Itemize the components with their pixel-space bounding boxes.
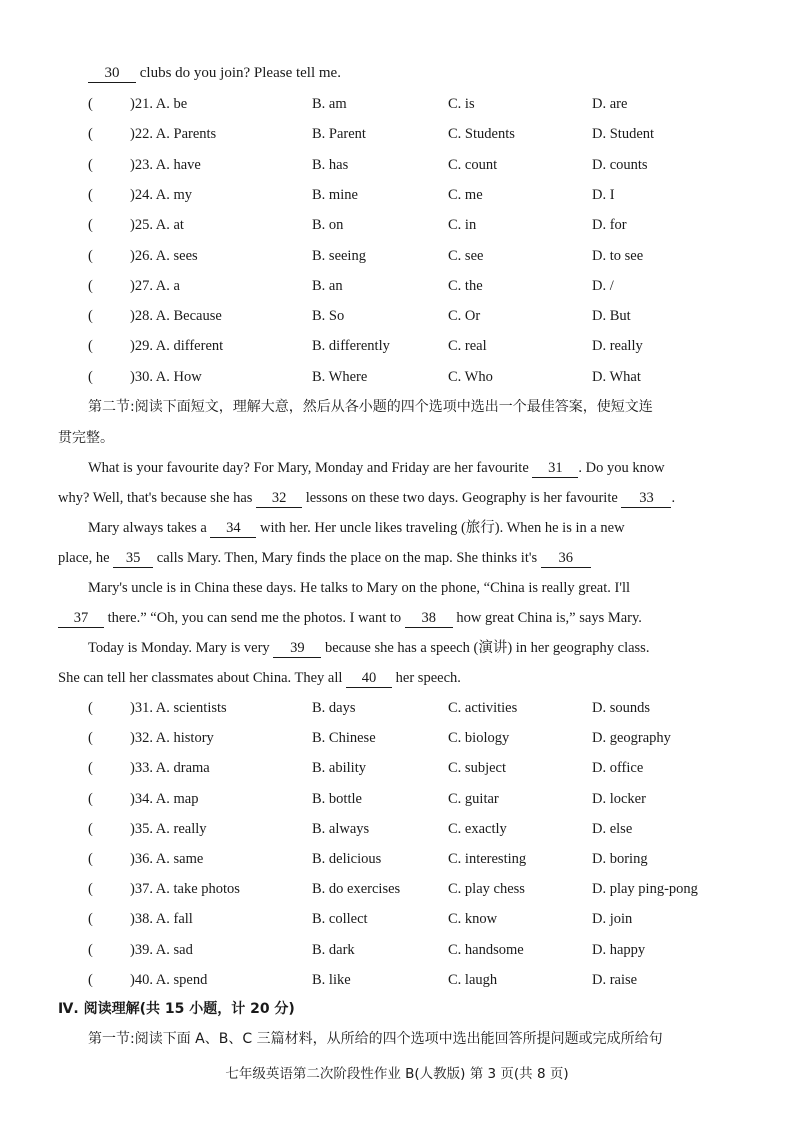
option-c: C. Or (448, 308, 481, 325)
option-d: D. play ping-pong (592, 881, 698, 898)
option-a: )33. A. drama (130, 760, 210, 777)
option-a: )30. A. How (130, 368, 202, 385)
question-row (0, 848, 794, 870)
option-c: C. guitar (448, 790, 499, 807)
option-d: D. counts (592, 156, 648, 173)
option-a: )37. A. take photos (130, 881, 240, 898)
option-a: )23. A. have (130, 156, 201, 173)
question-row (0, 878, 794, 900)
option-c: C. subject (448, 760, 506, 777)
option-d: D. boring (592, 851, 648, 867)
answer-paren[interactable]: ( (88, 277, 93, 294)
passage-text: how great China is,” says Mary. (456, 610, 642, 626)
answer-paren[interactable]: ( (88, 941, 93, 958)
question-row (0, 275, 794, 297)
question-row (0, 818, 794, 840)
question-row (0, 154, 794, 176)
answer-paren[interactable]: ( (88, 126, 93, 143)
answer-paren[interactable]: ( (88, 338, 93, 355)
question-row (0, 93, 794, 115)
answer-paren[interactable]: ( (88, 820, 93, 837)
option-b: B. Where (312, 368, 368, 385)
option-b: B. So (312, 308, 345, 325)
question-row (0, 788, 794, 810)
passage-text: why? Well, that's because she has (58, 490, 253, 506)
question-row (0, 366, 794, 388)
option-d: D. to see (592, 247, 644, 264)
option-c: C. the (448, 277, 483, 294)
blank-40: 40 (346, 670, 392, 688)
question-row (0, 245, 794, 267)
option-a: )28. A. Because (130, 308, 222, 325)
blank-30: 30 (88, 65, 136, 83)
passage-text: She can tell her classmates about China. They all (58, 670, 343, 686)
option-d: D. join (592, 911, 633, 928)
question-row (0, 939, 794, 961)
passage-line-6 (58, 607, 642, 629)
option-b: B. dark (312, 941, 355, 958)
option-b: B. has (312, 156, 349, 173)
option-a: )24. A. my (130, 186, 193, 203)
option-c: C. play chess (448, 881, 525, 898)
option-d: D. But (592, 308, 631, 325)
passage-text: because she has a speech (演讲) in her geography class. (324, 640, 650, 656)
option-a: )29. A. different (130, 338, 224, 355)
answer-paren[interactable]: ( (88, 308, 93, 325)
option-c: C. Who (448, 368, 493, 385)
context-text: clubs do you join? Please tell me. (139, 65, 341, 81)
passage-line-7 (88, 637, 649, 659)
option-d: D. are (592, 96, 628, 112)
answer-paren[interactable]: ( (88, 96, 93, 112)
option-a: )34. A. map (130, 790, 199, 807)
option-d: D. else (592, 820, 633, 837)
passage-text: place, he (58, 550, 110, 566)
blank-33: 33 (621, 490, 671, 508)
option-a: )27. A. a (130, 277, 180, 294)
option-c: C. is (448, 96, 475, 112)
option-d: D. What (592, 368, 641, 385)
option-b: B. collect (312, 911, 368, 928)
option-c: C. real (448, 338, 487, 355)
blank-34: 34 (210, 520, 256, 538)
passage-text: What is your favourite day? For Mary, Monday and Friday are her favourite (88, 460, 529, 476)
option-b: B. Chinese (312, 730, 376, 747)
option-c: C. count (448, 156, 498, 173)
passage-text: Mary always takes a (88, 520, 207, 536)
question-row (0, 757, 794, 779)
option-d: D. / (592, 277, 614, 294)
answer-paren[interactable]: ( (88, 971, 93, 988)
passage-line-5: Mary's uncle is in China these days. He talks to Mary on the phone, “China is really great. I'll (88, 580, 631, 596)
passage-text: her speech. (395, 670, 461, 686)
passage-text: calls Mary. Then, Mary finds the place on the map. She thinks it's (156, 550, 538, 566)
option-a: )32. A. history (130, 730, 214, 747)
question-row (0, 184, 794, 206)
option-c: C. see (448, 247, 484, 264)
blank-39: 39 (273, 640, 321, 658)
answer-paren[interactable]: ( (88, 730, 93, 747)
option-a: )39. A. sad (130, 941, 193, 958)
option-d: D. locker (592, 790, 646, 807)
question-row (0, 697, 794, 719)
question-row (0, 969, 794, 991)
question-row (0, 727, 794, 749)
option-d: D. office (592, 760, 644, 777)
blank-32: 32 (256, 490, 302, 508)
option-c: C. in (448, 217, 477, 234)
option-b: B. Parent (312, 126, 366, 143)
passage-text: Today is Monday. Mary is very (88, 640, 270, 656)
passage-text: with her. Her uncle likes traveling (旅行). When he is in a new (260, 520, 625, 536)
option-c: C. interesting (448, 851, 527, 867)
answer-paren[interactable]: ( (88, 186, 93, 203)
option-c: C. exactly (448, 820, 507, 837)
option-a: )21. A. be (130, 96, 188, 112)
blank-31: 31 (532, 460, 578, 478)
answer-paren[interactable]: ( (88, 851, 93, 867)
option-d: D. geography (592, 730, 671, 747)
option-b: B. ability (312, 760, 366, 777)
question-row (0, 305, 794, 327)
option-b: B. mine (312, 186, 358, 203)
option-b: B. seeing (312, 247, 366, 264)
blank-38: 38 (405, 610, 453, 628)
passage-text: lessons on these two days. Geography is her favourite (305, 490, 618, 506)
option-a: )22. A. Parents (130, 126, 217, 143)
option-a: )35. A. really (130, 820, 207, 837)
question-row (0, 335, 794, 357)
answer-paren[interactable]: ( (88, 881, 93, 898)
option-d: D. for (592, 217, 627, 234)
passage-text: . Do you know (578, 460, 665, 476)
option-c: C. activities (448, 700, 518, 716)
answer-paren[interactable]: ( (88, 911, 93, 928)
answer-paren[interactable]: ( (88, 217, 93, 234)
passage-line-2 (58, 487, 675, 509)
blank-37: 37 (58, 610, 104, 628)
option-d: D. really (592, 338, 643, 355)
option-a: )31. A. scientists (130, 700, 227, 716)
question-row (0, 214, 794, 236)
section4-instruction: 第一节:阅读下面 A、B、C 三篇材料，从所给的四个选项中选出能回答所提问题或完成所给句 (88, 1031, 663, 1047)
option-c: C. laugh (448, 971, 498, 988)
option-d: D. I (592, 186, 615, 203)
option-b: B. days (312, 700, 356, 716)
question-30-context-line (88, 63, 341, 83)
option-b: B. am (312, 96, 347, 112)
option-a: )26. A. sees (130, 247, 198, 264)
option-c: C. Students (448, 126, 515, 143)
option-b: B. on (312, 217, 344, 234)
option-b: B. differently (312, 338, 390, 355)
option-b: B. do exercises (312, 881, 401, 898)
option-d: D. raise (592, 971, 638, 988)
option-c: C. handsome (448, 941, 524, 958)
section4-heading: Ⅳ. 阅读理解(共 15 小题，计 20 分) (58, 1001, 295, 1017)
option-a: )38. A. fall (130, 911, 193, 928)
answer-paren[interactable]: ( (88, 368, 93, 385)
option-a: )40. A. spend (130, 971, 208, 988)
option-d: D. sounds (592, 700, 651, 716)
option-c: C. know (448, 911, 498, 928)
passage-line-4 (58, 547, 591, 569)
option-d: D. Student (592, 126, 655, 143)
passage-text: . (671, 490, 676, 506)
option-c: C. me (448, 186, 483, 203)
page-footer: 七年级英语第二次阶段性作业 B(人教版) 第 3 页(共 8 页) (225, 1066, 569, 1082)
option-b: B. delicious (312, 851, 382, 867)
option-a: )25. A. at (130, 217, 184, 234)
option-c: C. biology (448, 730, 510, 747)
answer-paren[interactable]: ( (88, 790, 93, 807)
answer-paren[interactable]: ( (88, 760, 93, 777)
section2-instruction-line1: 第二节:阅读下面短文，理解大意，然后从各小题的四个选项中选出一个最佳答案，使短文连 (88, 399, 653, 415)
passage-line-3 (88, 517, 625, 539)
question-row (0, 123, 794, 145)
question-row (0, 908, 794, 930)
option-b: B. always (312, 820, 370, 837)
section2-instruction-line2: 贯完整。 (58, 430, 114, 446)
option-b: B. like (312, 971, 351, 988)
option-a: )36. A. same (130, 851, 204, 867)
answer-paren[interactable]: ( (88, 700, 93, 716)
passage-text: there.” “Oh, you can send me the photos. I want to (107, 610, 402, 626)
option-d: D. happy (592, 941, 646, 958)
option-b: B. an (312, 277, 343, 294)
answer-paren[interactable]: ( (88, 156, 93, 173)
option-b: B. bottle (312, 790, 362, 807)
answer-paren[interactable]: ( (88, 247, 93, 264)
blank-35: 35 (113, 550, 153, 568)
blank-36: 36 (541, 550, 591, 568)
passage-line-1 (88, 457, 665, 479)
passage-line-8 (58, 667, 461, 689)
